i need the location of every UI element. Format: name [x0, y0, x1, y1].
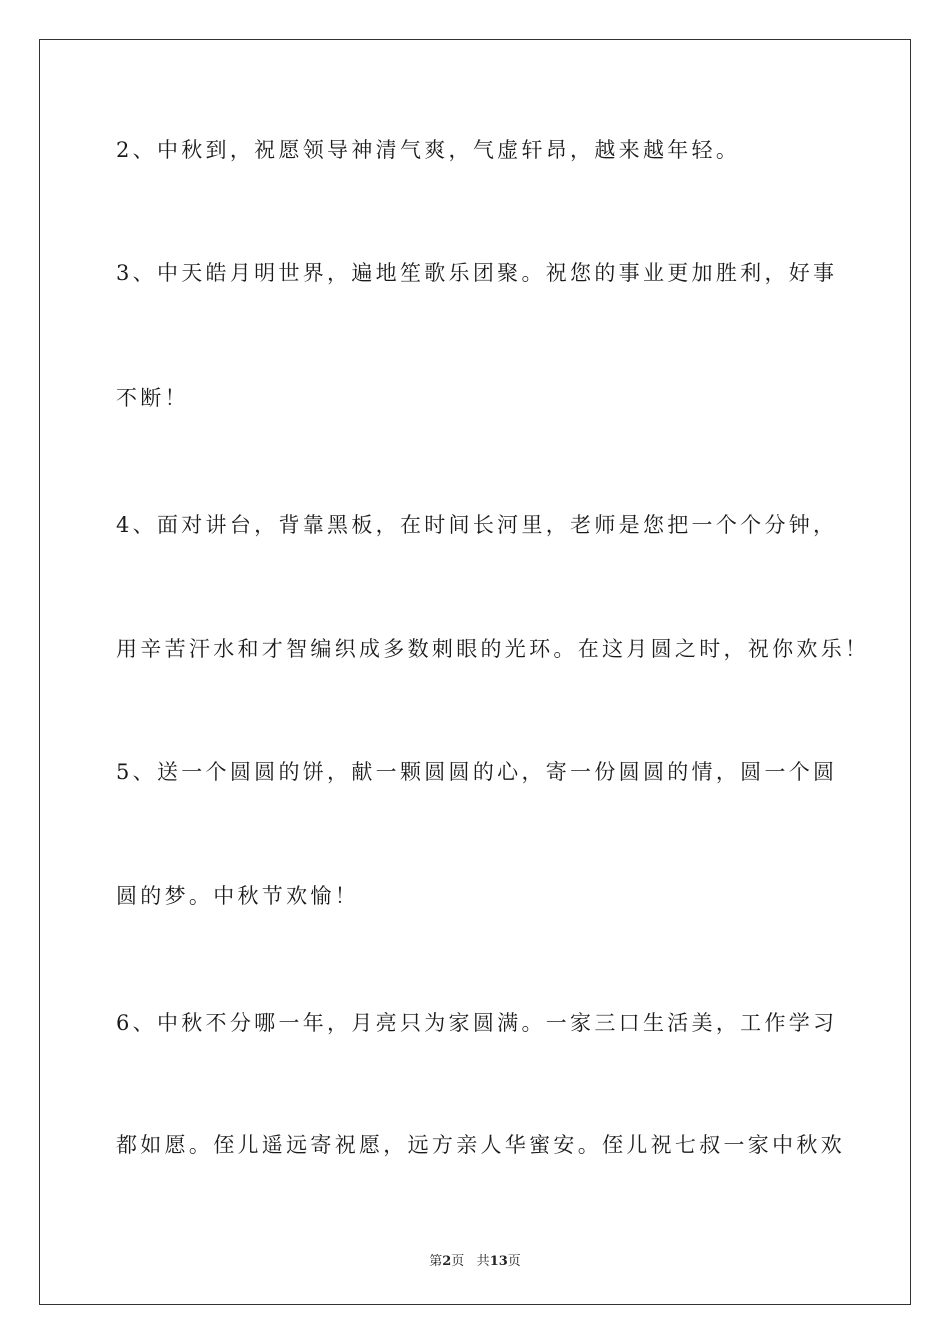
page-border	[39, 39, 911, 1305]
footer-page-prefix: 第	[429, 1254, 443, 1269]
text-line-8: 6、中秋不分哪一年，月亮只为家圆满。一家三口生活美，工作学习	[116, 1011, 838, 1035]
text-line-5: 用辛苦汗水和才智编织成多数刺眼的光环。在这月圆之时，祝你欢乐！	[116, 637, 870, 661]
text-line-9: 都如愿。侄儿遥远寄祝愿，远方亲人华蜜安。侄儿祝七叔一家中秋欢	[116, 1133, 845, 1157]
footer-page-current: 2	[442, 1254, 452, 1269]
text-line-1: 2、中秋到，祝愿领导神清气爽，气虚轩昂，越来越年轻。	[116, 138, 741, 162]
text-line-7: 圆的梦。中秋节欢愉！	[116, 884, 359, 908]
footer-total-prefix: 共	[476, 1254, 490, 1269]
text-line-4: 4、面对讲台，背靠黑板，在时间长河里，老师是您把一个个分钟，	[116, 513, 838, 537]
text-line-6: 5、送一个圆圆的饼，献一颗圆圆的心，寄一份圆圆的情，圆一个圆	[116, 760, 838, 784]
footer-total-suffix: 页	[507, 1254, 521, 1269]
footer-page-suffix: 页	[451, 1254, 465, 1269]
page-footer	[0, 1250, 950, 1269]
text-line-2: 3、中天皓月明世界，遍地笙歌乐团聚。祝您的事业更加胜利，好事	[116, 261, 838, 285]
footer-page-total: 13	[489, 1254, 508, 1269]
text-line-3: 不断！	[116, 386, 189, 410]
